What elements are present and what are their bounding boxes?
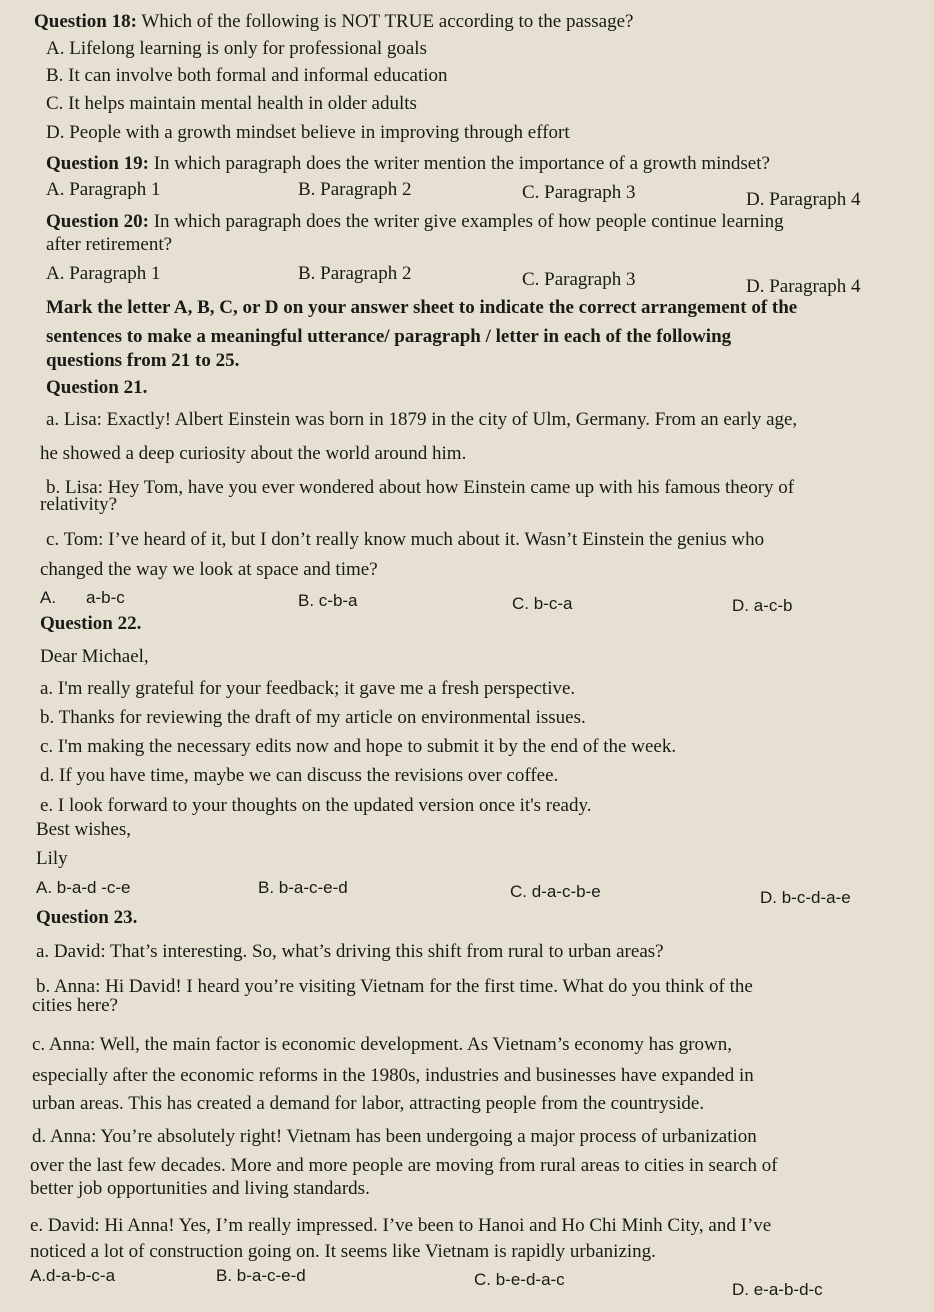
- question-23-line: a. David: That’s interesting. So, what’s driving this shift from rural to urban areas?: [36, 941, 664, 962]
- question-23-line: c. Anna: Well, the main factor is economic development. As Vietnam’s economy has grown,: [32, 1034, 732, 1055]
- question-20-option-a: A. Paragraph 1: [46, 263, 161, 284]
- question-20-stem-continued: after retirement?: [46, 234, 173, 255]
- question-18-option-a: A. Lifelong learning is only for professional goals: [46, 38, 427, 59]
- question-18-option-d: D. People with a growth mindset believe in improving through effort: [46, 122, 570, 143]
- question-20-option-c: C. Paragraph 3: [522, 269, 636, 290]
- question-23-line: cities here?: [32, 995, 118, 1016]
- question-22-line: e. I look forward to your thoughts on the updated version once it's ready.: [40, 795, 592, 816]
- question-22-closing: Best wishes,: [36, 819, 131, 840]
- question-22-line: b. Thanks for reviewing the draft of my article on environmental issues.: [40, 707, 586, 728]
- question-19-option-a: A. Paragraph 1: [46, 179, 161, 200]
- question-20-stem: Question 20: In which paragraph does the writer give examples of how people continue learning: [46, 211, 784, 232]
- question-23-line: e. David: Hi Anna! Yes, I’m really impressed. I’ve been to Hanoi and Ho Chi Minh City, and I’ve: [30, 1215, 772, 1236]
- question-19-label: Question 19:: [46, 153, 149, 174]
- question-21-line: he showed a deep curiosity about the world around him.: [40, 443, 467, 464]
- question-23-line: urban areas. This has created a demand for labor, attracting people from the countryside.: [32, 1093, 705, 1114]
- question-21-line: b. Lisa: Hey Tom, have you ever wondered about how Einstein came up with his famous theory of: [46, 477, 795, 498]
- instruction-line-1: Mark the letter A, B, C, or D on your answer sheet to indicate the correct arrangement of the: [46, 297, 798, 318]
- question-19-option-c: C. Paragraph 3: [522, 182, 636, 203]
- question-20-option-d: D. Paragraph 4: [746, 276, 861, 297]
- question-21-option-b: B. c-b-a: [298, 591, 358, 610]
- question-18-option-b: B. It can involve both formal and informal education: [46, 65, 448, 86]
- instruction-line-2: sentences to make a meaningful utterance/ paragraph / letter in each of the following: [46, 326, 732, 347]
- question-20-option-b: B. Paragraph 2: [298, 263, 412, 284]
- question-22-option-a: A. b-a-d -c-e: [36, 878, 131, 897]
- question-23-option-b: B. b-a-c-e-d: [216, 1266, 306, 1285]
- question-21-line: relativity?: [40, 494, 118, 515]
- question-22-line: a. I'm really grateful for your feedback; it gave me a fresh perspective.: [40, 678, 576, 699]
- question-23-line: noticed a lot of construction going on. It seems like Vietnam is rapidly urbanizing.: [30, 1241, 656, 1262]
- question-23-line: better job opportunities and living standards.: [30, 1178, 370, 1199]
- question-21-line: c. Tom: I’ve heard of it, but I don’t really know much about it. Wasn’t Einstein the genius who: [46, 529, 765, 550]
- question-23-line: especially after the economic reforms in the 1980s, industries and businesses have expanded in: [32, 1065, 754, 1086]
- question-22-signature: Lily: [36, 848, 68, 869]
- question-22-line: d. If you have time, maybe we can discuss the revisions over coffee.: [40, 765, 559, 786]
- question-21-option-d: D. a-c-b: [732, 596, 793, 615]
- question-19-option-d: D. Paragraph 4: [746, 189, 861, 210]
- question-21-option-c: C. b-c-a: [512, 594, 573, 613]
- question-23-line: b. Anna: Hi David! I heard you’re visiting Vietnam for the first time. What do you think of the: [36, 976, 753, 997]
- question-18-option-c: C. It helps maintain mental health in older adults: [46, 93, 417, 114]
- question-21-line: changed the way we look at space and time?: [40, 559, 378, 580]
- question-23-option-d: D. e-a-b-d-c: [732, 1280, 823, 1299]
- question-21-label: Question 21.: [46, 377, 148, 398]
- question-19-stem: Question 19: In which paragraph does the writer mention the importance of a growth mindset?: [46, 153, 770, 174]
- question-21-line: a. Lisa: Exactly! Albert Einstein was born in 1879 in the city of Ulm, Germany. From an early age,: [46, 409, 798, 430]
- question-22-option-c: C. d-a-c-b-e: [510, 882, 601, 901]
- question-23-line: over the last few decades. More and more people are moving from rural areas to cities in search of: [30, 1155, 778, 1176]
- question-18-stem: Question 18: Which of the following is NOT TRUE according to the passage?: [34, 11, 634, 32]
- question-22-option-b: B. b-a-c-e-d: [258, 878, 348, 897]
- question-22-option-d: D. b-c-d-a-e: [760, 888, 851, 907]
- question-23-label: Question 23.: [36, 907, 138, 928]
- question-23-line: d. Anna: You’re absolutely right! Vietnam has been undergoing a major process of urbanization: [32, 1126, 757, 1147]
- instruction-line-3: questions from 21 to 25.: [46, 350, 240, 371]
- question-21-option-a-letter: A.: [40, 588, 57, 607]
- question-18-label: Question 18:: [34, 11, 137, 32]
- question-19-option-b: B. Paragraph 2: [298, 179, 412, 200]
- question-22-line: c. I'm making the necessary edits now and hope to submit it by the end of the week.: [40, 736, 677, 757]
- question-23-option-a: A.d-a-b-c-a: [30, 1266, 116, 1285]
- question-22-salutation: Dear Michael,: [40, 646, 149, 667]
- question-23-option-c: C. b-e-d-a-c: [474, 1270, 565, 1289]
- question-20-label: Question 20:: [46, 211, 149, 232]
- question-21-option-a: a-b-c: [86, 588, 125, 607]
- question-22-label: Question 22.: [40, 613, 142, 634]
